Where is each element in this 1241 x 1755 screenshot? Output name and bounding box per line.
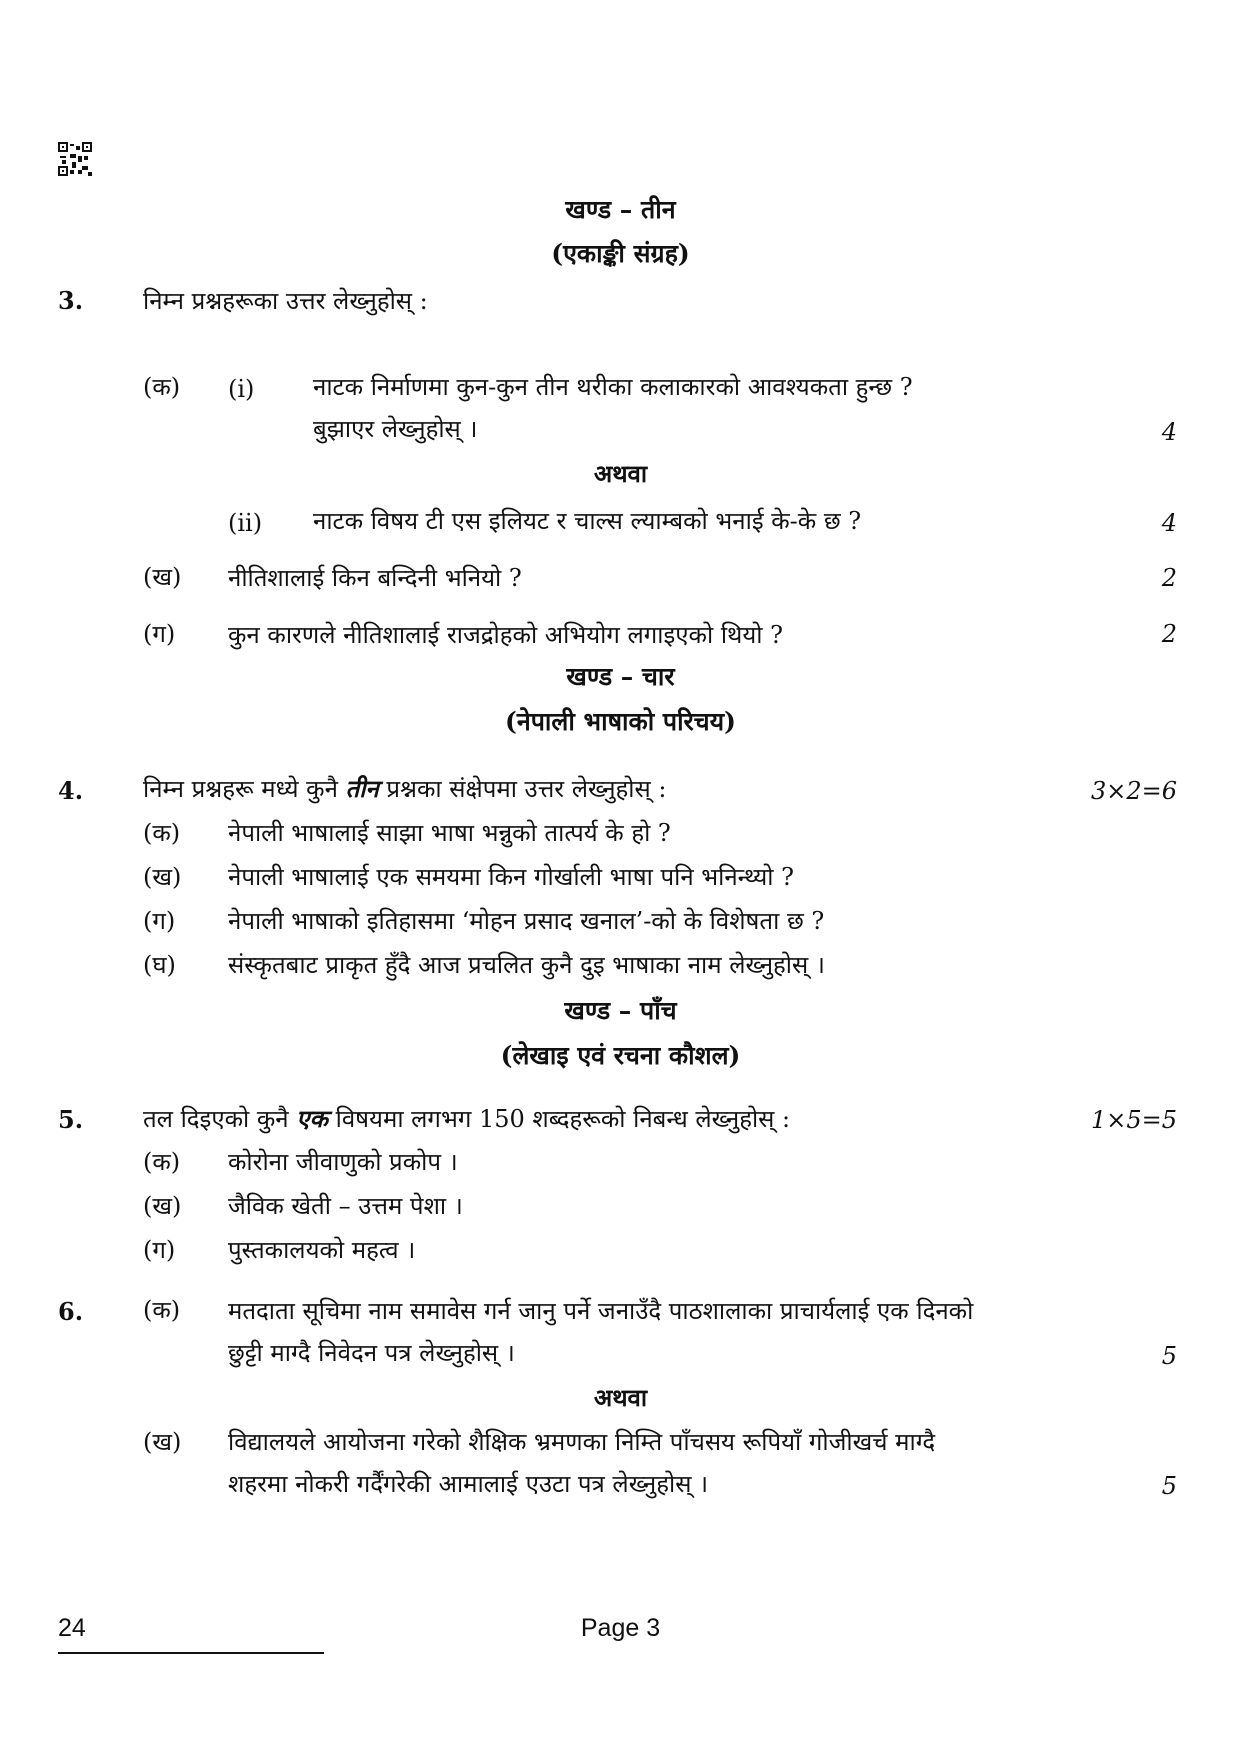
qr-code-icon [58, 142, 92, 176]
question-text: कोरोना जीवाणुको प्रकोप । [228, 1148, 458, 1176]
section-heading: खण्ड – चार [566, 662, 675, 691]
question-text: बुझाएर लेख्नुहोस् । [313, 415, 478, 443]
question-text: छुट्टी माग्दै निवेदन पत्र लेख्नुहोस् । [228, 1339, 515, 1367]
question-text: नीतिशालाई किन बन्दिनी भनियो ? [228, 564, 522, 592]
subquestion-label: (ग) [143, 1236, 176, 1264]
question-text: संस्कृतबाट प्राकृत हुँदै आज प्रचलित कुनै दुइ भाषाका नाम लेख्नुहोस् । [228, 951, 825, 979]
section-subheading: (एकाङ्की संग्रह) [551, 239, 690, 268]
marks-value: 3×2=6 [1090, 777, 1177, 805]
question-text: कुन कारणले नीतिशालाई राजद्रोहको अभियोग लगाइएको थियो ? [228, 621, 784, 649]
question-text: पुस्तकालयको महत्व । [228, 1236, 416, 1264]
subquestion-label: (ख) [143, 1192, 182, 1220]
question-text: विद्यालयले आयोजना गरेको शैक्षिक भ्रमणका निम्ति पाँचसय रूपियाँ गोजीखर्च माग्दै [228, 1428, 936, 1456]
question-text: शहरमा नोकरी गर्दैंगरेकी आमालाई एउटा पत्र लेख्नुहोस् । [228, 1470, 709, 1498]
subquestion-label: (i) [228, 375, 255, 403]
subquestion-label: (क) [143, 373, 181, 401]
section-heading: खण्ड – तीन [565, 195, 676, 224]
subquestion-label: (घ) [143, 951, 176, 979]
subquestion-label: (ख) [143, 563, 182, 591]
subquestion-label: (क) [143, 1148, 181, 1176]
question-text: नेपाली भाषालाई साझा भाषा भन्नुको तात्पर्य के हो ? [228, 819, 671, 847]
marks-value: 5 [1161, 1472, 1177, 1500]
or-label: अथवा [593, 459, 648, 488]
subquestion-label: (ख) [143, 863, 182, 891]
section-subheading: (नेपाली भाषाको परिचय) [505, 707, 736, 736]
question-text: जैविक खेती – उत्तम पेशा । [228, 1192, 463, 1220]
question-number: 6. [58, 1297, 84, 1326]
subquestion-label: (ii) [228, 509, 263, 537]
subquestion-label: (ख) [143, 1428, 182, 1456]
page-number: Page 3 [580, 1614, 661, 1642]
subquestion-label: (क) [143, 819, 181, 847]
question-text: नेपाली भाषालाई एक समयमा किन गोर्खाली भाषा पनि भनिन्थ्यो ? [228, 863, 794, 891]
marks-value: 4 [1161, 418, 1177, 446]
section-subheading: (लेखाइ एवं रचना कौशल) [500, 1041, 741, 1070]
marks-value: 2 [1161, 620, 1177, 648]
marks-value: 2 [1161, 564, 1177, 592]
marks-value: 5 [1161, 1342, 1177, 1370]
marks-value: 4 [1161, 509, 1177, 537]
section-heading: खण्ड – पाँच [564, 996, 677, 1025]
marks-value: 1×5=5 [1090, 1106, 1177, 1134]
paper-code: 24 [58, 1614, 86, 1642]
subquestion-label: (ग) [143, 907, 176, 935]
question-number: 3. [58, 286, 84, 315]
footer-divider [58, 1652, 324, 1654]
question-text: तल दिइएको कुनै एक विषयमा लगभग 150 शब्दहरूको निबन्ध लेख्नुहोस् : [143, 1104, 791, 1133]
question-text: नाटक विषय टी एस इलियट र चाल्स ल्याम्बको भनाई के-के छ ? [313, 507, 862, 535]
or-label: अथवा [593, 1383, 648, 1412]
question-text: नाटक निर्माणमा कुन-कुन तीन थरीका कलाकारको आवश्यकता हुन्छ ? [313, 373, 913, 401]
question-text: निम्न प्रश्नहरूका उत्तर लेख्नुहोस् : [143, 287, 428, 315]
question-text: नेपाली भाषाको इतिहासमा ‘मोहन प्रसाद खनाल’-को के विशेषता छ ? [228, 907, 825, 935]
question-number: 5. [58, 1105, 84, 1134]
question-text: मतदाता सूचिमा नाम समावेस गर्न जानु पर्ने जनाउँदै पाठशालाका प्राचार्यलाई एक दिनको [228, 1297, 974, 1325]
question-text: निम्न प्रश्नहरू मध्ये कुनै तीन प्रश्नका संक्षेपमा उत्तर लेख्नुहोस् : [143, 774, 667, 803]
subquestion-label: (क) [143, 1296, 181, 1324]
subquestion-label: (ग) [143, 620, 176, 648]
question-number: 4. [58, 776, 84, 805]
